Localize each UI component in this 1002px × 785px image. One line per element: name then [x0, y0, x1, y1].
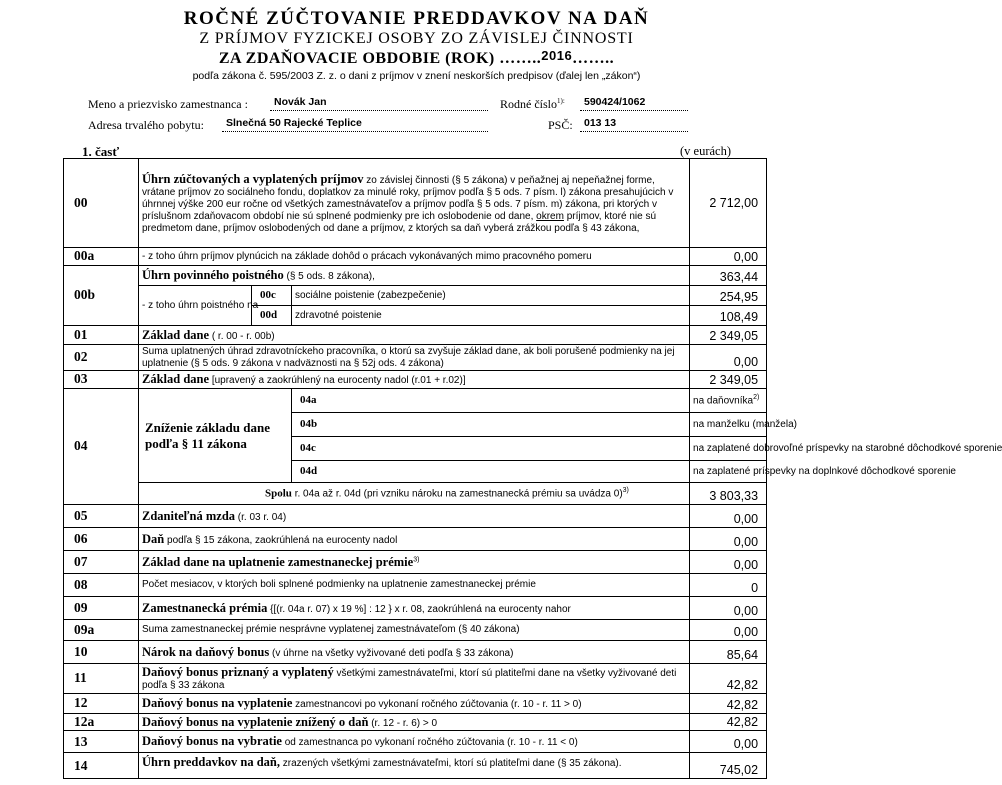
row-number: 00b — [64, 266, 139, 326]
row-number: 03 — [64, 371, 139, 389]
address-label: Adresa trvalého pobytu: — [88, 118, 204, 132]
row-number: 02 — [64, 345, 139, 371]
row-number: 04a — [292, 389, 690, 413]
row-08 — [64, 574, 767, 597]
name-label: Meno a priezvisko zamestnanca : — [88, 97, 248, 111]
employee-name[interactable]: Novák Jan — [274, 96, 327, 108]
row-01 — [64, 326, 767, 345]
amount-field[interactable]: 0,00 — [690, 731, 767, 753]
row-02 — [64, 345, 767, 371]
row-description: Úhrn preddavkov na daň, zrazených všetkými zamestnávateľmi, ktorí sú platiteľmi dane (§ 35 zákona). — [139, 753, 690, 779]
row-number: 09 — [64, 597, 139, 620]
row-number: 04 — [64, 389, 139, 505]
row-05 — [64, 505, 767, 528]
row-description: Základ dane na uplatnenie zamestnaneckej prémie$^{3)}$ — [139, 551, 690, 574]
zip-label: PSČ: — [548, 118, 573, 132]
amount-field[interactable]: 2 349,05 — [690, 326, 767, 345]
row-number: 05 — [64, 505, 139, 528]
currency-unit: (v eurách) — [680, 144, 732, 158]
row-number: 04d — [292, 461, 690, 483]
amount-field[interactable]: 0,00 — [690, 620, 767, 641]
tax-period: ZA ZDAŇOVACIE OBDOBIE (ROK) ……..2016…….. — [218, 48, 615, 67]
row-description: na zaplatené príspevky na doplnkové dôchodkové sporenie — [690, 461, 767, 483]
amount-field[interactable]: 42,82 — [690, 714, 767, 731]
amount-field[interactable]: 85,64 — [690, 641, 767, 664]
row-04-total — [64, 483, 767, 505]
row-11 — [64, 664, 767, 694]
row-description: na zaplatené dobrovoľné príspevky na starobné dôchodkové sporenie — [690, 437, 767, 461]
row-description: Suma uplatnených úhrad zdravotníckeho pracovníka, o ktorú sa zvyšuje základ dane, ak boli porušené podmienky na jej uplatnenie (§ 5 ods. 9 zákona v nadväznosti na § 52j ods. 4 zákona) — [139, 345, 690, 371]
row-12 — [64, 694, 767, 714]
row-number: 07 — [64, 551, 139, 574]
amount-field[interactable]: 108,49 — [690, 306, 767, 326]
row-07 — [64, 551, 767, 574]
row-number: 04b — [292, 413, 690, 437]
row-description: na manželku (manžela) — [690, 413, 767, 437]
row-number: 12 — [64, 694, 139, 714]
form-title: ROČNÉ ZÚČTOVANIE PREDDAVKOV NA DAŇ — [183, 8, 650, 29]
row-description: Daňový bonus na vyplatenie znížený o daň (r. 12 - r. 6) > 0 — [139, 714, 690, 731]
row-03 — [64, 371, 767, 389]
row-number: 10 — [64, 641, 139, 664]
row-number: 08 — [64, 574, 139, 597]
row-description: Suma zamestnaneckej prémie nesprávne vyplatenej zamestnávateľom (§ 40 zákona) — [139, 620, 690, 641]
row-number: 00 — [64, 159, 139, 248]
law-note: podľa zákona č. 595/2003 Z. z. o dani z príjmov v znení neskorších predpisov (ďalej len „zákon“) — [192, 70, 641, 82]
row-description: Počet mesiacov, v ktorých boli splnené podmienky na uplatnenie zamestnaneckej prémie — [139, 574, 690, 597]
row-09 — [64, 597, 767, 620]
row-00 — [64, 159, 767, 248]
row-number: 06 — [64, 528, 139, 551]
birth-label: Rodné číslo$^{1):}$ — [500, 97, 565, 111]
row-description: Spolu r. 04a až r. 04d (pri vzniku nároku na zamestnanecká prémiu sa uvádza 0)$^{3)}$ — [139, 483, 690, 505]
row-number: 12a — [64, 714, 139, 731]
row-number: 00c — [252, 286, 292, 306]
amount-field[interactable]: 0,00 — [690, 505, 767, 528]
row-number: 00a — [64, 248, 139, 266]
row-sub-label: - z toho úhrn poistného na — [139, 286, 252, 326]
address[interactable]: Slnečná 50 Rajecké Teplice — [226, 117, 362, 129]
row-10 — [64, 641, 767, 664]
row-number: 01 — [64, 326, 139, 345]
birth-number[interactable]: 590424/1062 — [584, 96, 646, 108]
row-description: Daňový bonus na vyplatenie zamestnancovi po vykonaní ročného zúčtovania (r. 10 - r. 11 > 0) — [139, 694, 690, 714]
zip[interactable]: 013 13 — [584, 117, 617, 129]
row-description: Základ dane [upravený a zaokrúhlený na eurocenty nadol (r.01 + r.02)] — [139, 371, 690, 389]
row-number: 13 — [64, 731, 139, 753]
amount-field[interactable]: 42,82 — [690, 664, 767, 694]
row-14 — [64, 753, 767, 779]
row-description: Nárok na daňový bonus (v úhrne na všetky vyživované deti podľa § 33 zákona) — [139, 641, 690, 664]
address-line — [222, 131, 488, 132]
amount-field[interactable]: 745,02 — [690, 753, 767, 779]
row-00a — [64, 248, 767, 266]
row-description: na daňovníka$^{2)}$ — [690, 389, 767, 413]
row-04a — [64, 389, 767, 413]
row-description: Daňový bonus na vybratie od zamestnanca po vykonaní ročného zúčtovania (r. 10 - r. 11 < 0) — [139, 731, 690, 753]
row-description: Daňový bonus priznaný a vyplatený všetkými zamestnávateľmi, ktorí sú platiteľmi dane na všetky vyživované deti podľa § 33 zákona — [139, 664, 690, 694]
row-00b — [64, 266, 767, 286]
row-number: 11 — [64, 664, 139, 694]
row-description: sociálne poistenie (zabezpečenie) — [292, 286, 690, 306]
row-description: zdravotné poistenie — [292, 306, 690, 326]
amount-field[interactable]: 2 712,00 — [690, 159, 767, 248]
section-title: 1. časť — [82, 144, 120, 159]
amount-field[interactable]: 0,00 — [690, 345, 767, 371]
amount-field[interactable]: 254,95 — [690, 286, 767, 306]
amount-field[interactable]: 0,00 — [690, 528, 767, 551]
amount-field[interactable]: 42,82 — [690, 694, 767, 714]
zip-line — [580, 131, 688, 132]
form-subtitle: Z PRÍJMOV FYZICKEJ OSOBY ZO ZÁVISLEJ ČINNOSTI — [199, 30, 634, 47]
tax-year[interactable]: 2016 — [541, 48, 573, 63]
row-description: Zamestnanecká prémia {[(r. 04a r. 07) x 19 %] : 12 } x r. 08, zaokrúhlená na eurocenty nahor — [139, 597, 690, 620]
row-13 — [64, 731, 767, 753]
row-description: Zdaniteľná mzda (r. 03 r. 04) — [139, 505, 690, 528]
row-description: - z toho úhrn príjmov plynúcich na základe dohôd o prácach vykonávaných mimo pracovného pomeru — [139, 248, 690, 266]
row-description: Základ dane ( r. 00 - r. 00b) — [139, 326, 690, 345]
amount-field[interactable]: 0,00 — [690, 248, 767, 266]
row-description: Úhrn zúčtovaných a vyplatených príjmov zo závislej činnosti (§ 5 zákona) v peňažnej aj nepeňažnej forme, vrátane príjmov zo sociálneho fondu, doplatkov za minulé roky, príjmov podľa § 5 ods. 7 písm. l) zákona presahujúcich v úhrnnej výške 200 eur ročne od všetkých zamestnávateľov a príjmov podľa § 5 ods. 7 písm. m) zákona, pri ktorých v príslušnom zdaňovacom období nie sú splnené podmienky pre ich oslobodenie od dane, okrem príjmov, ktoré nie sú predmetom dane, príjmov oslobodených od dane a príjmov, z ktorých sa daň vyberá zrážkou podľa § 43 zákona, — [139, 159, 690, 248]
row-12a — [64, 714, 767, 731]
row-description: Daň podľa § 15 zákona, zaokrúhlená na eurocenty nadol — [139, 528, 690, 551]
row-number: 09a — [64, 620, 139, 641]
row-number: 14 — [64, 753, 139, 779]
row-00c — [64, 286, 767, 306]
name-line — [270, 110, 488, 111]
amount-field[interactable]: 3 803,33 — [690, 483, 767, 505]
amount-field[interactable]: 0,00 — [690, 551, 767, 574]
amount-field[interactable]: 2 349,05 — [690, 371, 767, 389]
row-06 — [64, 528, 767, 551]
row-number: 00d — [252, 306, 292, 326]
amount-field[interactable]: 0,00 — [690, 597, 767, 620]
row-description: Úhrn povinného poistného (§ 5 ods. 8 zákona), — [139, 266, 690, 286]
row-number: 04c — [292, 437, 690, 461]
birth-line — [580, 110, 688, 111]
amount-field[interactable]: 363,44 — [690, 266, 767, 286]
tax-form-table — [63, 158, 1002, 779]
amount-field[interactable]: 0 — [690, 574, 767, 597]
row-09a — [64, 620, 767, 641]
row-description: Zníženie základu dane podľa § 11 zákona — [139, 389, 292, 483]
